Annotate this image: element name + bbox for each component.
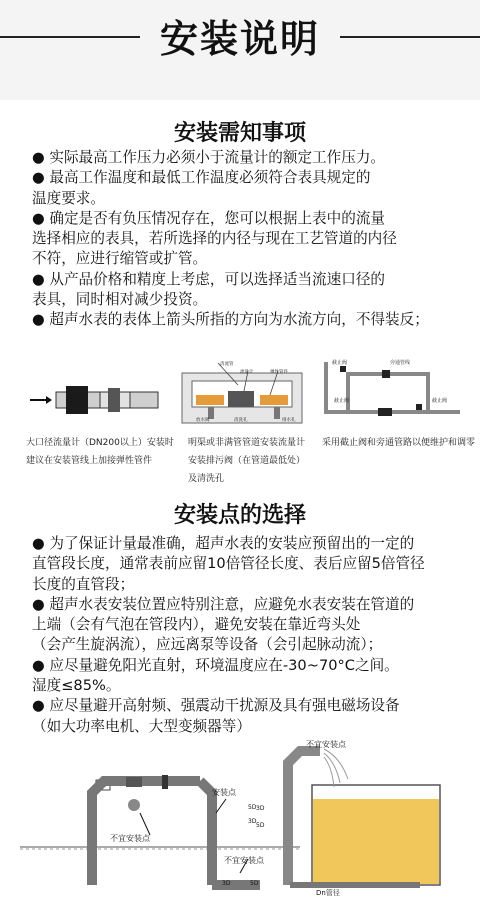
left-label: 不宜安装点 [224,856,264,865]
fig2-caption [188,434,328,488]
fig2-label: 清洗孔 [234,418,248,423]
text-line: 长度的直管段； [32,575,135,593]
fig3-label: 截止阀 [332,360,348,366]
right-label: 不宜安装点 [306,740,346,749]
fig3-label: 截止阀 [432,398,448,404]
fig2-label: 排水孔 [282,418,296,423]
text-line: 直管段长度，通常表前应留10倍管径长度、表后应留5倍管径 [32,555,425,573]
text-line: ● 超声水表的表体上箭头所指的方向为水流方向，不得装反； [32,311,429,329]
text-line: 温度要求。 [32,189,105,207]
left-label: 5D [250,880,259,887]
section1-title: 安装需知事项 [173,121,306,146]
text-line: ● 最高工作温度和最低工作温度必须符合表具规定的 [32,169,371,187]
text-line: 湿度≤85%。 [32,677,121,695]
right-label: 3D [256,805,265,812]
fig2-label: 弹性管件 [270,370,288,375]
fig2-label: 流量计 [240,370,254,375]
fig2-label: 清流管 [220,362,234,367]
caption-line: 采用截止阀和旁通管路以便维护和调零 [322,438,476,448]
text-line: 不符，应进行缩管或扩管。 [32,250,208,268]
text-line: 表具，同时相对减少投资。 [32,291,208,309]
text-line: ● 应尽量避免阳光直射，环境温度应在-30~70°C之间。 [32,656,399,674]
text-line: （如大功率电机、大型变频器等） [32,717,251,735]
fig3-caption [322,434,478,452]
section2-title: 安装点的选择 [173,503,306,528]
left-label: 安装点 [212,788,236,797]
page-title: 安装说明 [159,17,320,61]
page-header [0,0,480,100]
fig3-label: 截止阀 [334,398,350,404]
figure-open-channel [178,355,308,433]
figure-bypass [320,352,470,434]
text-line: 上端（会有气泡在管段内），避免安装在靠近弯头处 [32,616,361,634]
right-label: Dn管径 [316,889,340,897]
caption-line: 安装排污阀（在管道最低处） [188,456,306,466]
left-label: 3D [222,880,231,887]
caption-line: 建议在安装管线上加接弹性管件 [26,456,153,466]
left-label: 5D [248,804,257,811]
fig2-label: 放水阀 [196,418,210,423]
section1-body [32,148,472,331]
text-line: （会产生旋涡流），应远离泵等设备（会引起脉动流）； [32,636,383,654]
caption-line: 明渠或非满管管道安装流量计 [188,438,306,448]
section2-body [32,534,472,737]
left-label: 不宜安装点 [110,834,150,843]
text-line: ● 超声水表安装位置应特别注意，应避免水表安装在管道的 [32,595,415,613]
left-label: 3D [248,818,257,825]
text-line: 选择相应的表具，若所选择的内径与现在工艺管道的内径 [32,230,397,248]
text-line: ● 确定是否有负压情况存在，您可以根据上表中的流量 [32,209,386,227]
caption-line: 及清洗孔 [188,474,225,484]
figure-install-points [0,735,480,897]
text-line: ● 从产品价格和精度上考虑，可以选择适当流速口径的 [32,270,386,288]
caption-line: 大口径流量计（DN200以上）安装时 [26,438,174,448]
text-line: ● 应尽量避开高射频、强震动干扰源及具有强电磁场设备 [32,697,400,715]
text-line: ● 为了保证计量最准确，超声水表的安装应预留出的一定的 [32,535,415,552]
right-label: 5D [256,822,265,829]
figure-elastic-coupling [22,362,162,432]
fig1-caption [26,434,176,470]
text-line: ● 实际最高工作压力必须小于流量计的额定工作压力。 [32,149,386,166]
fig3-label: 旁通管线 [390,360,411,366]
